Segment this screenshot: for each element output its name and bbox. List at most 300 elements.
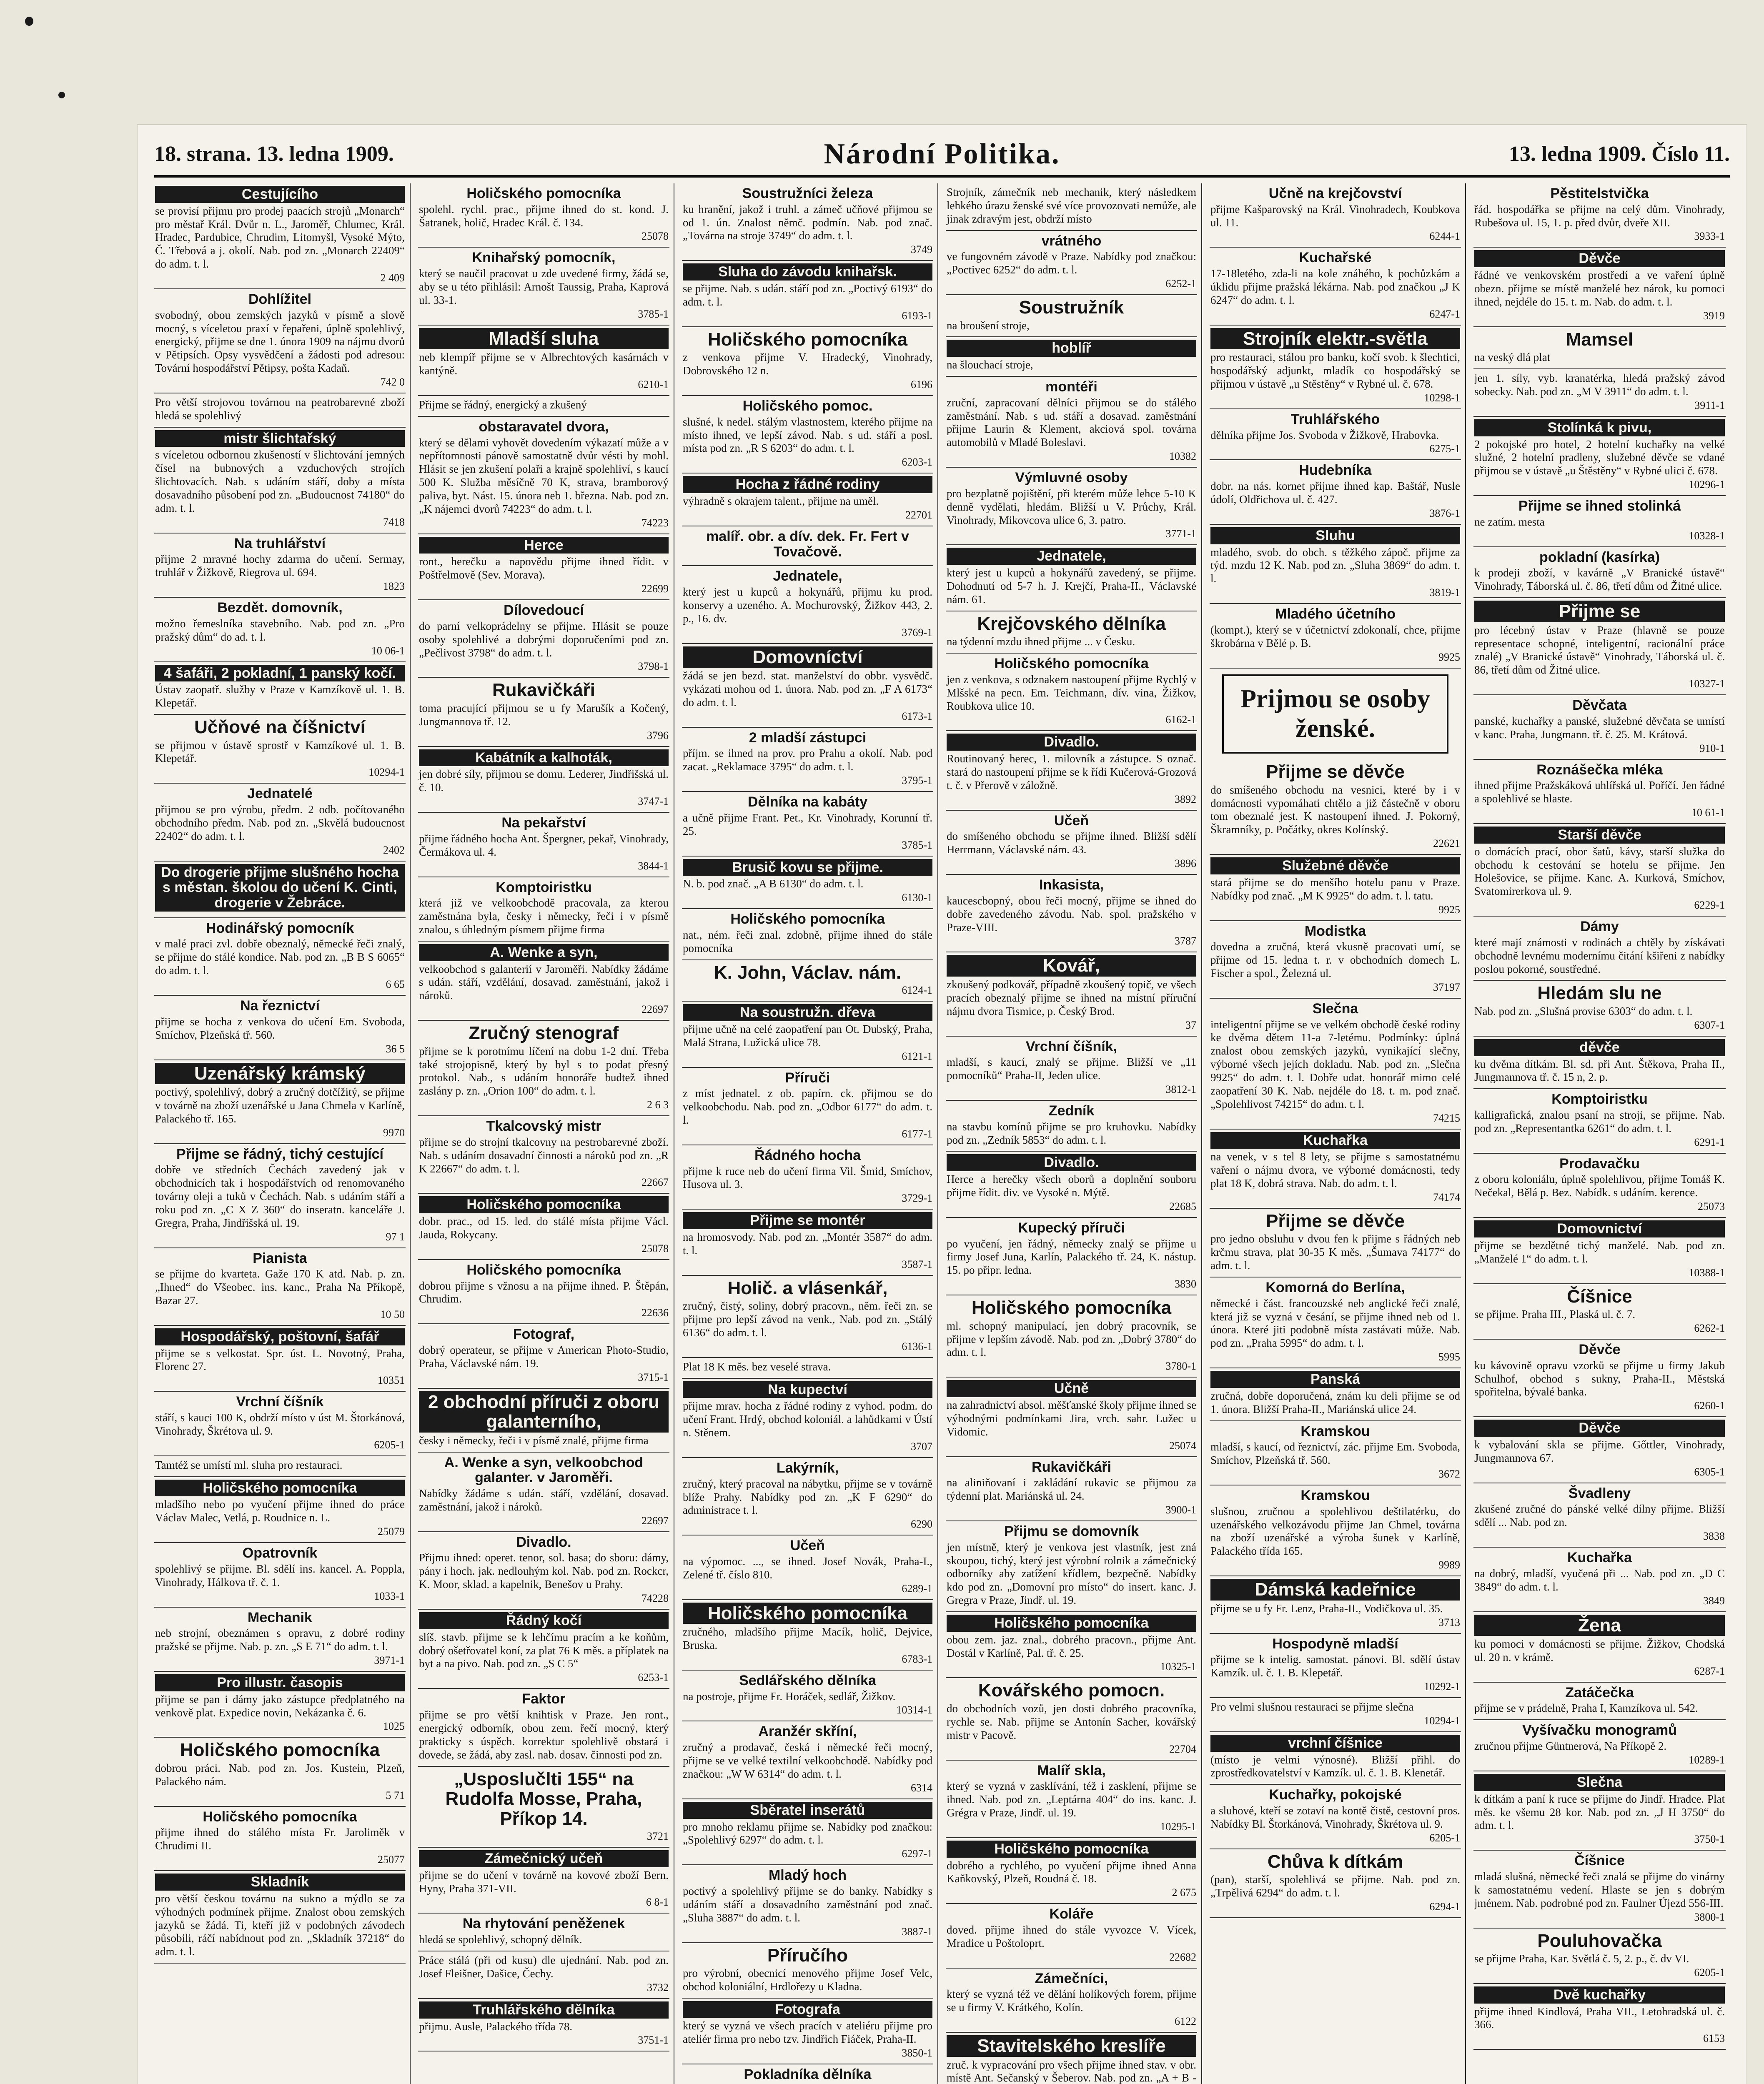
ad-headline: Dohlížitel bbox=[248, 291, 312, 308]
classified-ad bbox=[154, 534, 406, 598]
ad-headline: Modistka bbox=[1304, 923, 1366, 939]
classified-ad bbox=[418, 417, 669, 534]
ad-headline: Skladník bbox=[155, 1874, 405, 1891]
ad-text: se přijme. Praha III., Plaská ul. č. 7. bbox=[1474, 1308, 1636, 1321]
ad-headline: Holičského pomocníka bbox=[947, 1841, 1196, 1858]
ad-reference-number: 74174 bbox=[1433, 1191, 1460, 1203]
ad-headline: Divadlo. bbox=[947, 734, 1196, 751]
ad-text: mladšího nebo po vyučení přijme ihned do práce Václav Malec, Vetlá, p. Roudnice n. L. bbox=[155, 1498, 405, 1524]
classified-ad bbox=[946, 1037, 1197, 1101]
classified-ad bbox=[1473, 327, 1726, 369]
ad-headline: Holičského pomocníka bbox=[947, 1615, 1196, 1632]
ad-text: z venkova přijme V. Hradecký, Vinohrady, Dobrovského 12 n. bbox=[683, 351, 932, 377]
ad-reference-number: 10 61-1 bbox=[1691, 806, 1725, 819]
ad-headline: Švadleny bbox=[1568, 1485, 1631, 1501]
ad-reference-number: 6205-1 bbox=[1429, 1831, 1460, 1844]
classified-ad bbox=[946, 952, 1197, 1036]
classified-ad bbox=[682, 566, 933, 644]
ad-reference-number: 3780-1 bbox=[1165, 1360, 1196, 1373]
ad-headline: Panská bbox=[1210, 1371, 1460, 1388]
ad-text: přijme se s velkostat. Spr. úst. L. Novotný, Praha, Florenc 27. bbox=[155, 1347, 405, 1373]
ad-reference-number: 6291-1 bbox=[1694, 1136, 1725, 1148]
ad-reference-number: 6 65 bbox=[386, 978, 405, 991]
classified-ad bbox=[946, 1152, 1197, 1217]
ad-headline: Přijme se bbox=[1474, 601, 1725, 622]
ad-headline: Mamsel bbox=[1566, 329, 1634, 350]
ad-reference-number: 10327-1 bbox=[1689, 678, 1725, 690]
ad-reference-number: 10388-1 bbox=[1689, 1266, 1725, 1279]
ad-headline: Holičského pomocníka bbox=[155, 1480, 405, 1497]
classified-ad bbox=[946, 231, 1197, 295]
ad-headline: Holičského pomocníka bbox=[203, 1808, 357, 1825]
ad-text: jen z venkova, s odznakem nastoupení přijme Rychlý v Mlšské na pecn. Em. Teichmann, dív. vina, Žižkov, Roubkova ulice 10. bbox=[947, 673, 1196, 712]
ad-headline: Rukavičkáři bbox=[492, 680, 596, 701]
ad-headline: Mladý hoch bbox=[768, 1867, 847, 1884]
ad-text: se provisí přijmu pro prodej paacích strojů „Monarch“ pro městař Král. Dvůr n. L., Jaroměř, Chlumec, Král. Hradec, Pardubice, Chrudim, Litomyšl, Vysoké Mýto, Č. Třebová a j. okolí. Nab. pod zn. „Monarch 22409“ do adm. t. l. bbox=[155, 204, 405, 271]
ad-text: inteligentní přijme se ve velkém obchodě české rodiny ke dvěma dětem 11-a 7-letému. Podmínky: úplná znalost obou zemských jazyků, vynikající slečny, výborné všech jejích dokladu. Nab. pod zn. „Slečna 9925“ do adm. t. l. Dobře udat. honorář mimo celé zaopatření 30 K. Nab. nejdéle do 18. t. m. pod znač. „Spolehlivost 74215“ do adm. t. l. bbox=[1210, 1018, 1460, 1110]
classified-ad bbox=[154, 784, 406, 861]
ad-reference-number: 3830 bbox=[1175, 1278, 1196, 1290]
ad-text: přijme ihned Kindlová, Praha VII., Letohradská ul. č. 366. bbox=[1474, 2005, 1725, 2031]
classified-ad bbox=[418, 1610, 669, 1689]
ad-headline: Fotograf, bbox=[513, 1326, 575, 1343]
classified-ad bbox=[418, 1999, 669, 2052]
ad-reference-number: 25073 bbox=[1698, 1200, 1725, 1213]
classified-ad bbox=[946, 337, 1197, 377]
classified-ad bbox=[418, 600, 669, 678]
classified-ad bbox=[682, 728, 933, 792]
ad-reference-number: 6136-1 bbox=[902, 1340, 932, 1353]
ad-headline: Faktor bbox=[522, 1691, 566, 1707]
classified-ad bbox=[1473, 1683, 1726, 1721]
ad-reference-number: 6287-1 bbox=[1694, 1665, 1725, 1677]
ad-text: dobrou práci. Nab. pod zn. Jos. Kustein, Plzeň, Palackého nám. bbox=[155, 1761, 405, 1788]
classified-ad bbox=[682, 1210, 933, 1275]
ad-text: řád. hospodářka se přijme na celý dům. Vinohrady, Rubešova ul. 15, 1. p. před dvůr, dveře XII. bbox=[1474, 203, 1725, 229]
ad-reference-number: 10 50 bbox=[380, 1308, 405, 1320]
ad-text: česky i německy, řeči i v písmě znalé, přijme firma bbox=[419, 1434, 649, 1447]
ad-text: který se vyzná v zasklívání, též i zasklení, přijme se ihned. Nab. pod zn. „Leptárna 404“ do ins. kanc. J. Grégra v Praze, Jindř. ul. 19. bbox=[947, 1780, 1196, 1819]
ad-headline: Uzenářský krámský bbox=[155, 1063, 405, 1085]
ad-text: k dítkám a paní k ruce se přijme do Jindř. Hradce. Plat měs. ke všemu 28 kor. Nab. pod zn. „J H 3750“ do adm. t. l. bbox=[1474, 1792, 1725, 1832]
ad-headline: Holičského pomocníka bbox=[466, 185, 621, 201]
ad-text: dělníka přijme Jos. Svoboda v Žižkově, Hrabovka. bbox=[1210, 428, 1439, 441]
classified-ad bbox=[1473, 598, 1726, 695]
ad-headline: Mladší sluha bbox=[419, 328, 669, 350]
ink-speck bbox=[25, 17, 33, 26]
ad-text: pro bezplatně pojištění, při kterém může lehce 5-10 K denně vydělati, hledám. Bližší u V. Průchy, Král. Vinohrady, Mikovcova ulice 6, 3. patro. bbox=[947, 487, 1196, 526]
ad-reference-number: 9970 bbox=[383, 1126, 405, 1139]
ad-headline: Jednatelé bbox=[247, 786, 313, 802]
ad-reference-number: 22697 bbox=[641, 1003, 669, 1016]
ad-headline: Kuchařské bbox=[1299, 250, 1372, 266]
ad-reference-number: 3729-1 bbox=[902, 1192, 932, 1205]
ad-text: přijme se v prádelně, Praha I, Kamzíkova ul. 542. bbox=[1474, 1702, 1698, 1715]
classified-ad bbox=[154, 393, 406, 428]
ink-speck bbox=[58, 92, 65, 98]
ad-reference-number: 6244-1 bbox=[1429, 230, 1460, 243]
ad-text: dobře ve středních Čechách zavedený jak v obchodnicích tak i hospodářstvích od renomovaného továrny oleji a tuků v Čechách. Nab. s udáním stáří a roku pod zn. „C X Z 360“ do inseratn. kanceláře J. Gregra, Praha, Jindřišská ul. 19. bbox=[155, 1163, 405, 1229]
ad-text: Pro větší strojovou továrnou na peatrobarevné zboží hledá se spolehlivý bbox=[155, 396, 405, 422]
classified-ad bbox=[418, 534, 669, 600]
ad-reference-number: 6275-1 bbox=[1429, 443, 1460, 455]
classified-ad bbox=[682, 1671, 933, 1722]
ad-headline: Koláře bbox=[1049, 1906, 1094, 1922]
ad-text: hledá se spolehlivý, schopný dělník. bbox=[419, 1933, 582, 1946]
ad-text: jen dobré síly, přijmou se domu. Lederer, Jindřišská ul. č. 10. bbox=[419, 768, 669, 794]
ad-reference-number: 22697 bbox=[641, 1514, 669, 1527]
ad-headline: Vrchní číšník, bbox=[1025, 1038, 1118, 1055]
ad-headline: Pokladníka dělníka bbox=[744, 2066, 872, 2083]
ad-reference-number: 2 409 bbox=[380, 272, 405, 284]
classified-ad bbox=[1210, 1785, 1461, 1849]
ad-headline: 4 šafáři, 2 pokladní, 1 panský kočí. bbox=[155, 665, 405, 682]
ad-text: neb strojní, obeznámen s opravu, z dobré rodiny pražské se přijme. Nab. p. zn. „S E 71“ do adm. t. l. bbox=[155, 1627, 405, 1653]
ad-headline: děvče bbox=[1474, 1039, 1725, 1056]
ad-reference-number: 6 8-1 bbox=[646, 1896, 669, 1909]
ad-text: přijme učně na celé zaopatření pan Ot. Dubský, Praha, Malá Strana, Lužická ulice 78. bbox=[683, 1022, 932, 1049]
ad-text: který se vyzná ve všech pracích v ateliéru přijme pro ateliér firma pro nebo tzv. Jindřich Fiáček, Praha-II. bbox=[683, 2019, 932, 2046]
classified-ad bbox=[682, 2064, 933, 2084]
classified-ad bbox=[154, 1392, 406, 1456]
classified-ad bbox=[154, 1608, 406, 1672]
ad-text: mladší, s kaucí, znalý se přijme. Bližší ve „11 pomocníků“ Praha-II, Jeden ulice. bbox=[947, 1056, 1196, 1082]
ad-text: do smíšeného obchodu na vesnici, které by i v domácnosti vypomáhati chtělo a již částečně v oboru tom obeznalé jest. K nastoupení ihned. J. Pokorný, Škramníky, p. Počátky, okres Kolínský. bbox=[1210, 783, 1460, 836]
classified-ad bbox=[418, 747, 669, 813]
ad-headline: vrchní číšnice bbox=[1210, 1735, 1460, 1752]
ad-reference-number: 3819-1 bbox=[1429, 586, 1460, 599]
ad-reference-number: 6210-1 bbox=[638, 378, 669, 391]
classified-ad bbox=[682, 1943, 933, 1999]
ad-reference-number: 6193-1 bbox=[902, 309, 932, 322]
classified-ad bbox=[1210, 1732, 1461, 1785]
ad-text: na týdenní mzdu ihned přijme ... v Česku. bbox=[947, 635, 1135, 648]
ad-headline: Přijme se ihned stolinká bbox=[1518, 498, 1681, 514]
ad-text: přijme k ruce neb do učení firma Vil. Šmid, Smíchov, Husova ul. 3. bbox=[683, 1165, 932, 1191]
ad-text: zruč. k vypracování pro všech přijme ihned stav. v obr. místě Ant. Sečanský v Šeberov. Nab. pod zn. „A + B - bbox=[947, 2058, 1196, 2084]
ad-headline: Jednatele, bbox=[947, 548, 1196, 565]
ad-reference-number: 22636 bbox=[641, 1307, 669, 1319]
classified-ad bbox=[1210, 1421, 1461, 1485]
ad-reference-number: 3887-1 bbox=[902, 1925, 932, 1938]
ad-headline: Hodinářský pomocník bbox=[205, 920, 354, 936]
ad-text: (kompt.), který se v účetnictví zdokonalí, chce, přijme škrobárna v Bělé p. B. bbox=[1210, 623, 1460, 649]
ad-headline: Hospodyně mladší bbox=[1272, 1636, 1398, 1652]
ad-text: spolehlivý se přijme. Bl. sdělí ins. kancel. A. Poppla, Vinohrady, Hálkova tř. č. 1. bbox=[155, 1562, 405, 1588]
ad-reference-number: 6205-1 bbox=[1694, 1966, 1725, 1979]
classified-ad bbox=[682, 1865, 933, 1943]
classified-ad bbox=[1210, 183, 1461, 248]
ad-headline: Soustružník bbox=[1019, 297, 1124, 318]
ad-reference-number: 2 675 bbox=[1172, 1886, 1196, 1899]
ad-text: poctivý a spolehlivý přijme se do banky. Nabídky s udáním stáří a dosavadního zaměstnání pod znač. „Sluha 3887“ do adm. t. l. bbox=[683, 1884, 932, 1924]
ad-text: na výpomoc. ..., se ihned. Josef Novák, Praha-I., Zelené tř. číslo 810. bbox=[683, 1555, 932, 1581]
ad-reference-number: 3769-1 bbox=[902, 626, 932, 639]
ad-reference-number: 3911-1 bbox=[1694, 399, 1725, 411]
classified-ad bbox=[154, 1807, 406, 1871]
ad-text: přijme řádného hocha Ant. Špergner, pekař, Vinohrady, Čermákova ul. 4. bbox=[419, 832, 669, 858]
ad-reference-number: 37197 bbox=[1433, 981, 1460, 993]
ad-headline: Učně na krejčovství bbox=[1268, 185, 1402, 201]
ad-headline: Zedník bbox=[1048, 1102, 1095, 1119]
classified-ad bbox=[682, 960, 933, 1002]
ad-text: Tamtéž se umístí ml. sluha pro restauraci. bbox=[155, 1458, 343, 1471]
ad-headline: Truhlářského bbox=[1290, 411, 1380, 427]
ad-text: se přijme Praha, Kar. Světlá č. 5, 2. p., č. dv VI. bbox=[1474, 1952, 1689, 1965]
classified-ad bbox=[682, 644, 933, 728]
classified-ad bbox=[418, 1951, 669, 1999]
ad-text: Ústav zaopatř. služby v Praze v Kamzíkově ul. 1. B. Klepetář. bbox=[155, 683, 405, 709]
ad-reference-number: 3751-1 bbox=[638, 2034, 669, 2046]
ad-text: z oboru koloniálu, úplně spolehlivou, přijme Tomáš K. Nečekal, Bělá p. Bez. Nabídk. s udáním. kerence. bbox=[1474, 1173, 1725, 1199]
ad-headline: Děvčata bbox=[1572, 697, 1627, 714]
classified-ad bbox=[946, 545, 1197, 611]
classified-ad bbox=[154, 996, 406, 1060]
ad-reference-number: 74223 bbox=[641, 516, 669, 529]
ad-headline: Rukavičkáři bbox=[1032, 1459, 1111, 1475]
ad-reference-number: 7418 bbox=[383, 516, 405, 528]
ad-headline: Číšnice bbox=[1567, 1286, 1632, 1307]
ad-headline: Přijme se děvče bbox=[1266, 1210, 1405, 1231]
ad-text: ne zatím. mesta bbox=[1474, 515, 1545, 528]
ad-headline: Kuchařka bbox=[1210, 1132, 1460, 1149]
classified-ad bbox=[682, 1999, 933, 2064]
classified-ad bbox=[1473, 1929, 1726, 1984]
ad-reference-number: 3796 bbox=[647, 729, 669, 741]
ad-text: po vyučení, jen řádný, německy znalý se přijme u firmy Josef Juna, Karlín, Palackého tř. 24, K. nástup. 15. po připr. ledna. bbox=[947, 1237, 1196, 1277]
classified-ad bbox=[418, 248, 669, 325]
ad-text: jen 1. síly, vyb. kranatérka, hledá pražský závod sobecky. Nab. pod zn. „M V 3911“ do adm. t. l. bbox=[1474, 372, 1725, 398]
ad-headline: Učeň bbox=[790, 1538, 825, 1554]
ad-text: Přijme se řádný, energický a zkušený bbox=[419, 398, 587, 411]
ad-headline: Přijmu se domovník bbox=[1004, 1523, 1139, 1539]
ad-reference-number: 6289-1 bbox=[902, 1582, 932, 1595]
classified-ad bbox=[1210, 326, 1461, 409]
ad-reference-number: 22699 bbox=[641, 583, 669, 595]
ad-reference-number: 10382 bbox=[1169, 450, 1196, 463]
ad-text: z míst jednatel. z ob. papírn. ck. přijmou se do velkoobchodu. Nab. pod zn. „Odbor 6177“ do adm. t. l. bbox=[683, 1087, 932, 1126]
ad-reference-number: 97 1 bbox=[386, 1230, 405, 1243]
classified-ad bbox=[946, 468, 1197, 545]
ad-text: který se dělami vyhovět dovedením výkazatí může a v nepřítomnosti pánově samostatně dvůr vésti by mohl. Hlásit se jen zkušení polaři a krajně spolehliví, s kaucí 500 K. Služba měsíčně 70 K, strava, bramborový paliva, byt. Nást. 15. února neb 1. března. Nab. pod zn. „K nájemci dvorů 74223“ do adm. t. l. bbox=[419, 436, 669, 515]
ad-headline: 2 obchodní příruči z oboru galanterního, bbox=[419, 1391, 669, 1433]
ad-reference-number: 1823 bbox=[383, 580, 405, 593]
ad-headline: Truhlářského dělníka bbox=[419, 2001, 669, 2019]
classified-ad bbox=[1473, 1218, 1726, 1284]
ad-reference-number: 3919 bbox=[1703, 309, 1725, 322]
ad-reference-number: 10294-1 bbox=[368, 766, 405, 779]
ad-headline: Do drogerie přijme slušného hocha s městan. školou do učení K. Cinti, drogerie v Žebráce. bbox=[155, 864, 405, 912]
ad-reference-number: 3672 bbox=[1438, 1468, 1460, 1480]
ad-headline: Přijme se montér bbox=[683, 1212, 932, 1229]
ad-text: ve fungovném závodě v Praze. Nabídky pod značkou: „Poctivec 6252“ do adm. t. l. bbox=[947, 250, 1196, 276]
ad-text: mladého, svob. do obch. s těžkého zápoč. přijme za týd. mzdu 12 K. Nab. pod zn. „Sluha 3869“ do adm. t. l. bbox=[1210, 546, 1460, 585]
ad-headline: Zručný stenograf bbox=[469, 1023, 619, 1044]
classified-ad bbox=[1473, 496, 1726, 547]
ad-headline: Soustružníci železa bbox=[742, 185, 873, 201]
ad-headline: Domovnictví bbox=[1474, 1220, 1725, 1237]
classified-ad bbox=[1210, 855, 1461, 921]
classified-ad bbox=[1473, 1154, 1726, 1218]
ad-reference-number: 6121-1 bbox=[902, 1050, 932, 1062]
ad-headline: Holičského pomocníka bbox=[994, 656, 1149, 672]
classified-ad bbox=[1210, 1209, 1461, 1277]
ad-headline: Na rhytování peněženek bbox=[462, 1916, 625, 1932]
ad-reference-number: 10325-1 bbox=[1160, 1661, 1196, 1673]
classified-ad bbox=[1210, 1634, 1461, 1698]
ad-text: velkoobchod s galanterií v Jaroměři. Nabídky žádáme s udán. stáří, vzdělání, dosavad. zaměstnání, jakož i nároků. bbox=[419, 962, 669, 1002]
column-5 bbox=[1210, 183, 1466, 2084]
ad-text: pro výrobní, obecnicí menového přijme Josef Velc, obchod koloniální, Hrdlořezy u Kladna. bbox=[683, 1967, 932, 1993]
classified-ad bbox=[946, 183, 1197, 231]
ad-headline: Děvče bbox=[1474, 1420, 1725, 1437]
ad-text: zručný, který pracoval na nábytku, přijme se v továrně blíže Prahy. Nabídky pod zn. „K F 6290“ do administrace t. l. bbox=[683, 1477, 932, 1517]
ad-reference-number: 1025 bbox=[383, 1720, 405, 1733]
classified-ad bbox=[1210, 460, 1461, 524]
classified-ad bbox=[946, 1612, 1197, 1678]
ad-reference-number: 3749 bbox=[911, 243, 932, 256]
classified-ad bbox=[682, 1068, 933, 1145]
ad-text: k vybalování skla se přijme. Gőttler, Vinohrady, Jungmannova 67. bbox=[1474, 1438, 1725, 1464]
classified-ad bbox=[1473, 183, 1726, 248]
ad-text: nat., ném. řeči znal. zdobně, přijme ihned do stále pomocníka bbox=[683, 928, 932, 954]
ad-headline: Jednatele, bbox=[773, 568, 842, 584]
ad-reference-number: 6153 bbox=[1703, 2032, 1725, 2045]
ad-text: ku hranění, jakož i truhl. a zámeč učňové přijmou se od 1. ún. Znalost němč. podmín. Nab. pod znač. „Továrna na stroje 3749“ do adm. t. l. bbox=[683, 203, 932, 242]
classified-ad bbox=[154, 428, 406, 534]
ad-headline: Vrchní číšník bbox=[236, 1394, 324, 1410]
ad-reference-number: 9925 bbox=[1438, 903, 1460, 916]
ad-headline: Slečna bbox=[1312, 1000, 1358, 1017]
ad-reference-number: 9989 bbox=[1438, 1559, 1460, 1571]
ad-reference-number: 6203-1 bbox=[902, 456, 932, 468]
ad-reference-number: 3933-1 bbox=[1694, 230, 1725, 243]
ad-text: přijme se k porotnímu líčení na dobu 1-2 dní. Třeba také strojopisně, který by byl s to podat přesný protokol. Nab., s udáním honoráře budtež ihned zaslány p. zn. „Orion 100“ do adm. t. l. bbox=[419, 1045, 669, 1097]
ad-text: výhradně s okrajem talent., přijme na uměl. bbox=[683, 494, 879, 507]
ad-reference-number: 10294-1 bbox=[1424, 1714, 1460, 1727]
ad-reference-number: 6262-1 bbox=[1694, 1322, 1725, 1334]
ad-text: slíš. stavb. přijme se k lehčímu pracím a ke koňům, dobrý ošetřovatel koní, za plat 76 K měs. a příplatek na byt a na pivo. Nab. pod zn. „S C 5“ bbox=[419, 1631, 669, 1670]
classified-ad bbox=[1473, 1417, 1726, 1483]
ad-headline: Kabátník a kalhoták, bbox=[419, 749, 669, 766]
ad-headline: Holičského pomocníka bbox=[730, 911, 885, 927]
ad-headline: Hospodářský, poštovní, šafář bbox=[155, 1328, 405, 1345]
ad-reference-number: 3587-1 bbox=[902, 1258, 932, 1270]
ad-text: zručný, čistý, soliny, dobrý pracovn., něm. řeči zn. se přijme pro lepší závod na venk., Nab. pod zn. „Stálý 6136“ do adm. t. l. bbox=[683, 1300, 932, 1339]
ad-headline: Fotografa bbox=[683, 2001, 932, 2018]
ad-text: do parní velkoprádelny se přijme. Hlásit se pouze osoby spolehlivé a dobrými doporučeními pod zn. „Pečlivost 3798“ do adm. t. l. bbox=[419, 619, 669, 659]
ad-headline: Výmluvné osoby bbox=[1015, 470, 1128, 486]
classified-ad bbox=[682, 526, 933, 566]
classified-columns bbox=[154, 183, 1730, 2084]
ad-headline: Hocha z řádné rodiny bbox=[683, 476, 932, 493]
ad-text: N. b. pod znač. „A B 6130“ do adm. t. l. bbox=[683, 877, 864, 890]
ad-headline: Na kupectví bbox=[683, 1381, 932, 1398]
ad-text: ku kávovině opravu vzorků se přijme u firmy Jakub Schulhof, obchod s sukny, Praha-II., Městská spořitelna, bývalé banka. bbox=[1474, 1359, 1725, 1398]
classified-ad bbox=[1473, 1771, 1726, 1851]
classified-ad bbox=[946, 1761, 1197, 1838]
ad-reference-number: 22667 bbox=[641, 1176, 669, 1189]
classified-ad bbox=[154, 1871, 406, 1964]
classified-ad bbox=[154, 918, 406, 996]
ad-headline: Děvče bbox=[1579, 1341, 1621, 1358]
ad-reference-number: 6205-1 bbox=[374, 1438, 405, 1451]
ad-reference-number: 22685 bbox=[1169, 1200, 1196, 1212]
ad-headline: Cestujícího bbox=[155, 186, 405, 203]
classified-ad bbox=[154, 1738, 406, 1806]
ad-reference-number: 6252-1 bbox=[1165, 278, 1196, 290]
ad-text: na aliniňovaní i zakládání rukavic se přijmou za týdenní plat. Mariánská ul. 24. bbox=[947, 1476, 1196, 1503]
classified-ad bbox=[154, 1248, 406, 1326]
newspaper-page bbox=[138, 125, 1746, 2084]
ad-reference-number: 6290 bbox=[911, 1518, 932, 1530]
ad-text: přijme se hocha z venkova do učení Em. Svoboda, Smíchov, Plzeňská tř. 560. bbox=[155, 1015, 405, 1041]
classified-ad bbox=[1210, 1485, 1461, 1576]
ad-reference-number: 6130-1 bbox=[902, 892, 932, 904]
ad-text: přijme se do učení v továrně na kovové zboží Bern. Hyny, Praha 371-VII. bbox=[419, 1869, 669, 1895]
ad-reference-number: 3747-1 bbox=[638, 795, 669, 808]
classified-ad bbox=[1473, 369, 1726, 417]
classified-ad bbox=[1210, 1277, 1461, 1368]
ad-headline: Brusič kovu se přijme. bbox=[683, 859, 932, 876]
ad-reference-number: 36 5 bbox=[386, 1042, 405, 1055]
ad-reference-number: 3850-1 bbox=[902, 2047, 932, 2059]
ad-reference-number: 10296-1 bbox=[1689, 478, 1725, 491]
ad-reference-number: 3750-1 bbox=[1694, 1833, 1725, 1846]
ad-headline: K. John, Václav. nám. bbox=[714, 962, 902, 983]
ad-headline: Dílovedoucí bbox=[504, 602, 584, 619]
classified-ad bbox=[682, 1379, 933, 1458]
classified-ad bbox=[682, 1358, 933, 1379]
ad-reference-number: 3721 bbox=[647, 1830, 669, 1843]
ad-reference-number: 3876-1 bbox=[1429, 507, 1460, 519]
classified-ad bbox=[418, 1260, 669, 1324]
classified-ad bbox=[682, 1600, 933, 1671]
classified-ad bbox=[682, 857, 933, 909]
ad-text: slušné, k nedel. stálým vlastnostem, kterého přijme na místo ihned, ve lepší závod. Nab. s ud. stáří a posl. místa pod zn. „R S 6203“ do adm. t. l. bbox=[683, 415, 932, 455]
classified-ad bbox=[1210, 999, 1461, 1130]
ad-headline: Kovářského pomocn. bbox=[978, 1680, 1165, 1701]
ad-reference-number: 10 06-1 bbox=[371, 644, 405, 657]
ad-headline: Dvě kuchařky bbox=[1474, 1986, 1725, 2004]
ad-text: německé i část. francouzské neb anglické řeči znalé, která již se vyzná v česání, se přijme ihned neb od 1. února. Které jiti podobně místa zastávati může. Nab. pod zn. „Praha 5995“ do adm. t. l. bbox=[1210, 1297, 1460, 1350]
ad-text: panské, kuchařky a panské, služebné děvčata se umístí v kanc. Praha, Jungmann. tř. č. 25. M. Krátová. bbox=[1474, 714, 1725, 741]
ad-text: do obchodních vozů, jen dosti dobrého pracovníka, rychle se. Nab. přijme se Antonín Sacher, kovářský mistr v Pacově. bbox=[947, 1702, 1196, 1741]
classified-ad bbox=[682, 473, 933, 526]
ad-text: přijme Kašparovský na Král. Vinohradech, Koubkova ul. 11. bbox=[1210, 203, 1460, 229]
issue-date-number: 13. ledna 1909. Číslo 11. bbox=[1508, 142, 1730, 166]
classified-ad bbox=[1473, 760, 1726, 824]
ad-reference-number: 6253-1 bbox=[638, 1671, 669, 1684]
classified-ad bbox=[1473, 1037, 1726, 1089]
ad-text: na hromosvody. Nab. pod zn. „Montér 3587“ do adm. t. l. bbox=[683, 1230, 932, 1257]
classified-ad bbox=[154, 1144, 406, 1248]
ad-text: neb klempíř přijme se v Albrechtových kasárnách v kantýně. bbox=[419, 351, 669, 377]
classified-ad bbox=[682, 1458, 933, 1535]
ad-headline: Dámská kadeřnice bbox=[1210, 1579, 1460, 1601]
ad-reference-number: 3800-1 bbox=[1694, 1911, 1725, 1923]
classified-ad bbox=[682, 1276, 933, 1358]
ad-text: přijmu. Ausle, Palackého třída 78. bbox=[419, 2020, 573, 2033]
classified-ad bbox=[1473, 1984, 1726, 2050]
ad-headline: obstaravatel dvora, bbox=[479, 418, 609, 435]
classified-ad bbox=[154, 662, 406, 715]
ad-headline: Na truhlářství bbox=[234, 535, 326, 551]
ad-text: na broušení stroje, bbox=[947, 319, 1030, 332]
classified-ad bbox=[682, 261, 933, 327]
ad-headline: Inkasista, bbox=[1039, 877, 1104, 893]
classified-ad bbox=[1473, 1720, 1726, 1771]
